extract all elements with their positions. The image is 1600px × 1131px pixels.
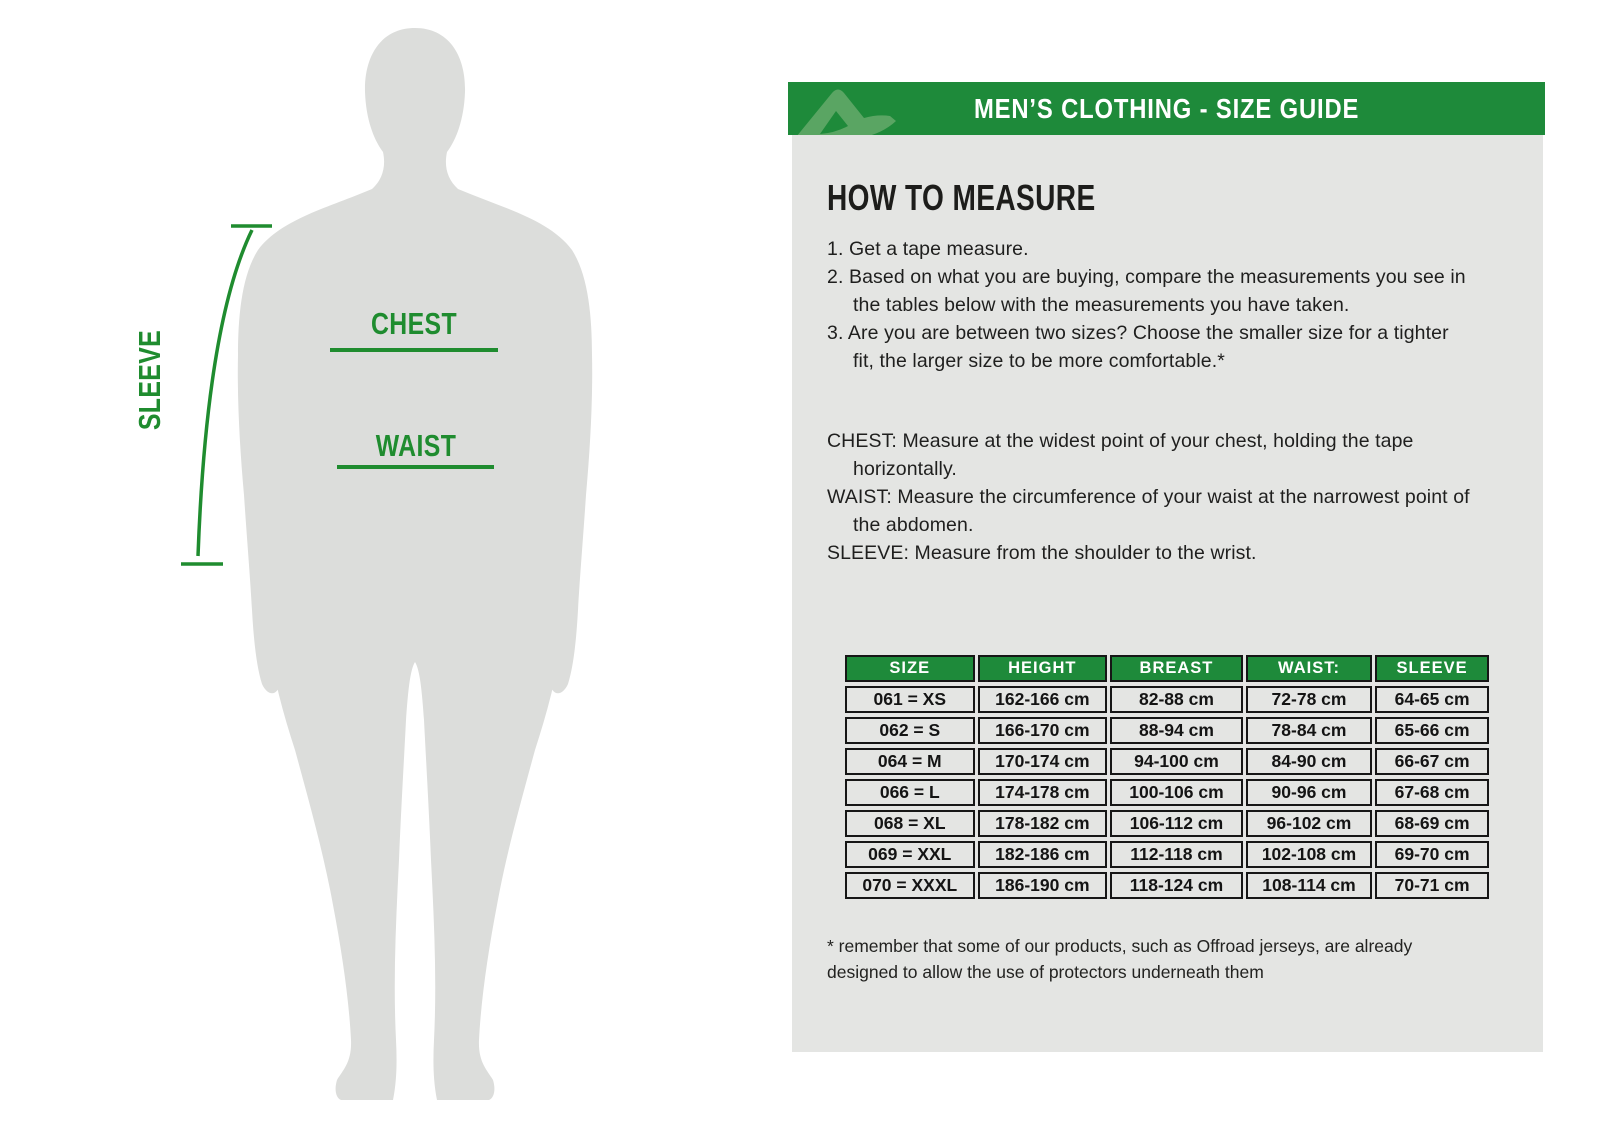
chest-line <box>330 348 498 352</box>
table-header-cell: HEIGHT <box>978 655 1108 682</box>
table-cell: 068 = XL <box>845 810 975 837</box>
table-cell: 118-124 cm <box>1110 872 1243 899</box>
table-row <box>845 717 1489 744</box>
measure-steps <box>827 235 1472 375</box>
waist-line <box>337 465 494 469</box>
table-cell: 78-84 cm <box>1246 717 1372 744</box>
table-cell: 066 = L <box>845 779 975 806</box>
table-cell: 67-68 cm <box>1375 779 1489 806</box>
table-cell: 82-88 cm <box>1110 686 1243 713</box>
silhouette-shape <box>415 28 592 1100</box>
table-cell: 182-186 cm <box>978 841 1108 868</box>
table-cell: 84-90 cm <box>1246 748 1372 775</box>
table-cell: 166-170 cm <box>978 717 1108 744</box>
footnote: * remember that some of our products, such as Offroad jerseys, are already designed to allow the use of protectors underneath them <box>827 936 1413 982</box>
table-header-cell: SIZE <box>845 655 975 682</box>
table-cell: 68-69 cm <box>1375 810 1489 837</box>
table-cell: 174-178 cm <box>978 779 1108 806</box>
measure-definition-chest: CHEST: Measure at the widest point of your chest, holding the tape horizontally. <box>827 430 1414 480</box>
table-row <box>845 872 1489 899</box>
table-cell: 062 = S <box>845 717 975 744</box>
table-cell: 72-78 cm <box>1246 686 1372 713</box>
table-cell: 88-94 cm <box>1110 717 1243 744</box>
table-cell: 106-112 cm <box>1110 810 1243 837</box>
table-cell: 069 = XXL <box>845 841 975 868</box>
size-guide-panel <box>792 135 1543 1052</box>
table-cell: 112-118 cm <box>1110 841 1243 868</box>
table-cell: 170-174 cm <box>978 748 1108 775</box>
table-cell: 186-190 cm <box>978 872 1108 899</box>
table-row <box>845 686 1489 713</box>
table-cell: 96-102 cm <box>1246 810 1372 837</box>
table-cell: 064 = M <box>845 748 975 775</box>
table-cell: 061 = XS <box>845 686 975 713</box>
table-row <box>845 748 1489 775</box>
measure-step: 2. Based on what you are buying, compare the measurements you see in the tables below with the measurements you have taken. <box>827 266 1466 316</box>
table-cell: 90-96 cm <box>1246 779 1372 806</box>
table-row <box>845 779 1489 806</box>
table-cell: 65-66 cm <box>1375 717 1489 744</box>
table-row <box>845 810 1489 837</box>
table-cell: 108-114 cm <box>1246 872 1372 899</box>
brand-logo-icon <box>790 84 940 135</box>
measure-definition-sleeve: SLEEVE: Measure from the shoulder to the wrist. <box>827 542 1257 564</box>
measure-step: 1. Get a tape measure. <box>827 238 1029 260</box>
table-cell: 70-71 cm <box>1375 872 1489 899</box>
table-cell: 162-166 cm <box>978 686 1108 713</box>
sleeve-label: SLEEVE <box>132 329 167 431</box>
body-silhouette-figure <box>0 0 700 1131</box>
table-cell: 69-70 cm <box>1375 841 1489 868</box>
measure-definitions <box>827 427 1487 567</box>
table-header-cell: BREAST <box>1110 655 1243 682</box>
waist-label: WAIST <box>375 428 457 463</box>
table-cell: 070 = XXXL <box>845 872 975 899</box>
table-row <box>845 841 1489 868</box>
size-table <box>842 651 1492 903</box>
table-header-row <box>845 655 1489 682</box>
table-cell: 94-100 cm <box>1110 748 1243 775</box>
table-cell: 102-108 cm <box>1246 841 1372 868</box>
table-cell: 178-182 cm <box>978 810 1108 837</box>
section-title: HOW TO MEASURE <box>827 177 1096 218</box>
page-title: MEN’S CLOTHING - SIZE GUIDE <box>973 92 1360 124</box>
chest-label: CHEST <box>370 306 458 341</box>
table-cell: 64-65 cm <box>1375 686 1489 713</box>
table-header-cell: WAIST: <box>1246 655 1372 682</box>
table-cell: 66-67 cm <box>1375 748 1489 775</box>
header-bar <box>788 82 1545 135</box>
table-cell: 100-106 cm <box>1110 779 1243 806</box>
measure-definition-waist: WAIST: Measure the circumference of your waist at the narrowest point of the abdomen. <box>827 486 1470 536</box>
table-header-cell: SLEEVE <box>1375 655 1489 682</box>
measure-step: 3. Are you are between two sizes? Choose the smaller size for a tighter fit, the larger size to be more comfortable.* <box>827 322 1449 372</box>
